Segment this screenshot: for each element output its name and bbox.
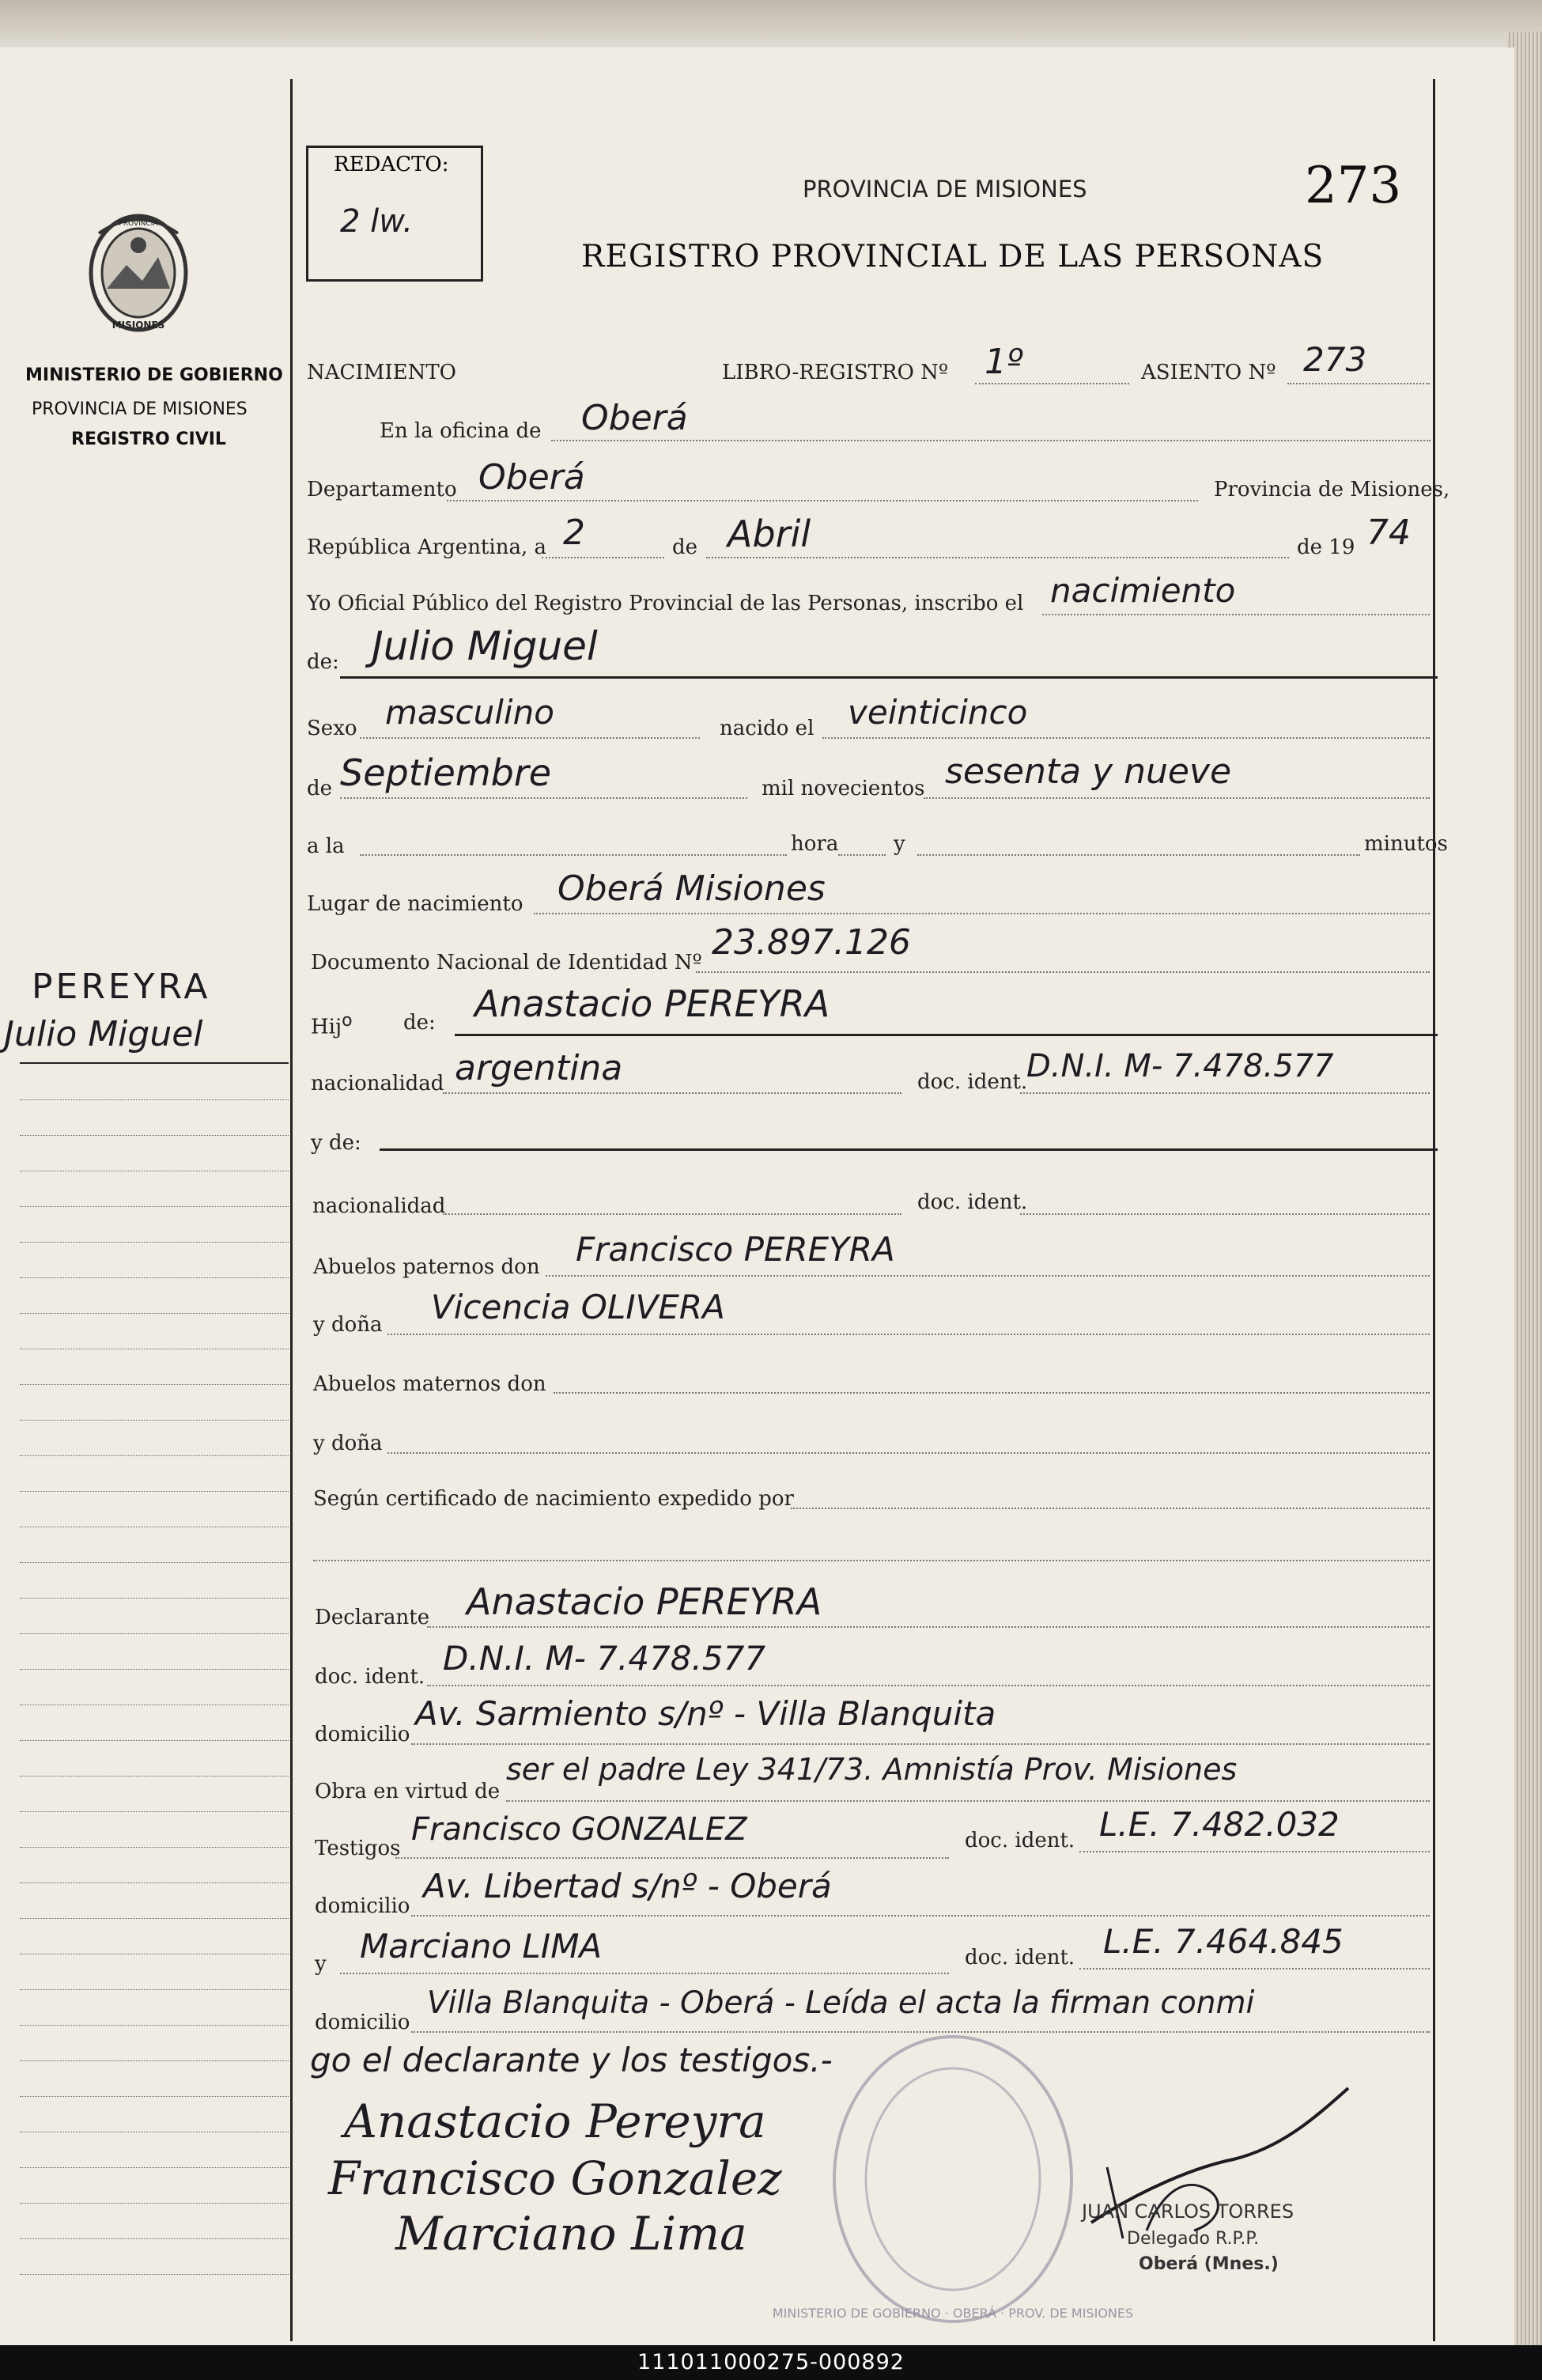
official-stamp-icon [772, 2025, 1134, 2333]
name-underline [340, 676, 1438, 679]
domicilio2-label: domicilio [315, 1894, 410, 1918]
yo-oficial-text: Yo Oficial Público del Registro Provincial de las Personas, inscribo el [307, 592, 1024, 615]
ydona-label: y doña [313, 1313, 383, 1337]
nacimiento-label: NACIMIENTO [307, 361, 456, 384]
ydona2-label: y doña [313, 1432, 383, 1455]
year-prefix: de 19 [1297, 535, 1355, 559]
provincia-suffix: Provincia de Misiones, [1214, 478, 1450, 501]
hijo-de-label: de: [403, 1011, 436, 1035]
dni-label: Documento Nacional de Identidad Nº [311, 951, 702, 974]
hijo-label [311, 1011, 353, 1039]
father-name: Anastacio PEREYRA [474, 982, 830, 1025]
departamento-value: Oberá [478, 457, 585, 498]
segun-label: Según certificado de nacimiento expedido por [313, 1487, 794, 1511]
departamento-label: Departamento [307, 478, 457, 501]
de-label: de [672, 535, 698, 559]
child-name: Julio Miguel [372, 623, 598, 669]
testigo1-doc: L.E. 7.482.032 [1099, 1805, 1340, 1844]
redacto-label: REDACTO: [334, 153, 449, 176]
official-title: Delegado R.P.P. [1127, 2229, 1260, 2249]
obra-value: ser el padre Ley 341/73. Amnistía Prov. Misiones [506, 1752, 1238, 1787]
birth-year-value: sesenta y nueve [945, 751, 1232, 792]
domicilio3-label: domicilio [315, 2011, 410, 2034]
month-value: Abril [728, 513, 811, 555]
margin-rule-left [290, 79, 293, 2341]
signature-declarante: Anastacio Pereyra [344, 2094, 766, 2148]
birth-month-value: Septiembre [340, 751, 552, 794]
ala-label: a la [307, 834, 345, 858]
y2-label: y [315, 1952, 327, 1976]
domicilio2-value: Av. Libertad s/nº - Oberá [423, 1867, 832, 1905]
redacto-box [306, 146, 483, 282]
mil-label: mil novecientos [762, 777, 925, 800]
footer-id: 111011000275-000892 [0, 2345, 1542, 2380]
nacionalidad-value: argentina [455, 1048, 623, 1088]
day-value: 2 [563, 513, 585, 553]
testigo2-doc: L.E. 7.464.845 [1103, 1922, 1344, 1961]
signature-testigo2: Marciano Lima [395, 2207, 747, 2261]
sidebar-registry: REGISTRO CIVIL [71, 429, 226, 449]
page-number: 273 [1305, 157, 1402, 215]
sidebar-province: PROVINCIA DE MISIONES [32, 399, 248, 419]
redacto-value: 2 lw. [340, 203, 414, 240]
registry-title: REGISTRO PROVINCIAL DE LAS PERSONAS [581, 239, 1325, 274]
hijo-label-text: Hij [311, 1015, 342, 1039]
y-label: y [894, 832, 905, 856]
seal-text-bottom: MISIONES [111, 320, 165, 331]
margin-rule-right [1433, 79, 1435, 2341]
testigo2-value: Marciano LIMA [360, 1927, 603, 1966]
asiento-label: ASIENTO Nº [1141, 361, 1276, 384]
abuela-paterna-value: Vicencia OLIVERA [431, 1288, 725, 1326]
provincial-seal-icon [83, 210, 194, 340]
lugar-label: Lugar de nacimiento [307, 892, 523, 916]
testigo1-value: Francisco GONZALEZ [411, 1811, 747, 1848]
closing-text: go el declarante y los testigos.- [310, 2041, 833, 2079]
declarante-doc: D.N.I. M- 7.478.577 [443, 1639, 766, 1678]
abuelos-paternos-label: Abuelos paternos don [313, 1255, 540, 1279]
declarante-label: Declarante [315, 1606, 430, 1629]
inscribo-value: nacimiento [1050, 571, 1236, 610]
oficina-value: Oberá [581, 398, 688, 438]
signature-testigo1: Francisco Gonzalez [328, 2151, 782, 2205]
libro-label: LIBRO-REGISTRO Nº [722, 361, 949, 384]
libro-value: 1º [985, 342, 1023, 382]
docident4-label: doc. ident. [965, 1829, 1075, 1852]
yde-label: y de: [311, 1131, 361, 1155]
lugar-value: Oberá Misiones [557, 868, 826, 909]
domicilio3-value: Villa Blanquita - Oberá - Leída el acta la firman conmi [427, 1985, 1255, 2021]
obra-label: Obra en virtud de [315, 1780, 501, 1803]
minutos-label: minutos [1364, 832, 1448, 856]
docident3-label: doc. ident. [315, 1665, 425, 1689]
declarante-value: Anastacio PEREYRA [467, 1580, 822, 1623]
year-value: 74 [1366, 513, 1411, 553]
mother-underline [380, 1148, 1438, 1151]
abuelos-maternos-label: Abuelos maternos don [313, 1372, 546, 1396]
father-underline [455, 1034, 1438, 1036]
nacionalidad-label: nacionalidad [311, 1072, 444, 1095]
docident5-label: doc. ident. [965, 1946, 1075, 1969]
docident2-label: doc. ident. [917, 1190, 1028, 1214]
margin-given-name: Julio Miguel [4, 1014, 203, 1054]
oficina-label: En la oficina de [380, 419, 542, 443]
nacionalidad2-label: nacionalidad [312, 1194, 446, 1218]
margin-underline [20, 1062, 289, 1064]
domicilio-label: domicilio [315, 1723, 410, 1746]
hijo-suffix: o [342, 1011, 353, 1031]
sexo-label: Sexo [307, 717, 357, 740]
asiento-value: 273 [1303, 340, 1367, 379]
official-name: JUAN CARLOS TORRES [1082, 2200, 1294, 2223]
province-heading: PROVINCIA DE MISIONES [803, 176, 1087, 202]
official-place: Oberá (Mnes.) [1139, 2254, 1279, 2274]
nacido-value: veinticinco [848, 693, 1028, 732]
stamp-text: MINISTERIO DE GOBIERNO · OBERÁ · PROV. DE MISIONES [772, 2306, 1134, 2321]
docident-label: doc. ident. [917, 1070, 1028, 1094]
testigos-label: Testigos [315, 1837, 401, 1860]
domicilio-value: Av. Sarmiento s/nº - Villa Blanquita [415, 1694, 996, 1733]
father-doc: D.N.I. M- 7.478.577 [1026, 1048, 1334, 1084]
ministry-label: MINISTERIO DE GOBIERNO [25, 365, 283, 385]
de-colon-label: de: [307, 650, 339, 674]
de2-label: de [307, 777, 333, 800]
abuelo-paterno-value: Francisco PEREYRA [576, 1230, 895, 1269]
hora-label: hora [791, 832, 839, 856]
republica-label: República Argentina, a [307, 535, 546, 559]
book-top-edge [0, 0, 1542, 49]
seal-text-top: PROVINCIA [119, 220, 158, 228]
nacido-label: nacido el [720, 717, 814, 740]
dni-value: 23.897.126 [712, 922, 911, 963]
margin-surname: PEREYRA [32, 967, 211, 1007]
sexo-value: masculino [385, 693, 554, 732]
